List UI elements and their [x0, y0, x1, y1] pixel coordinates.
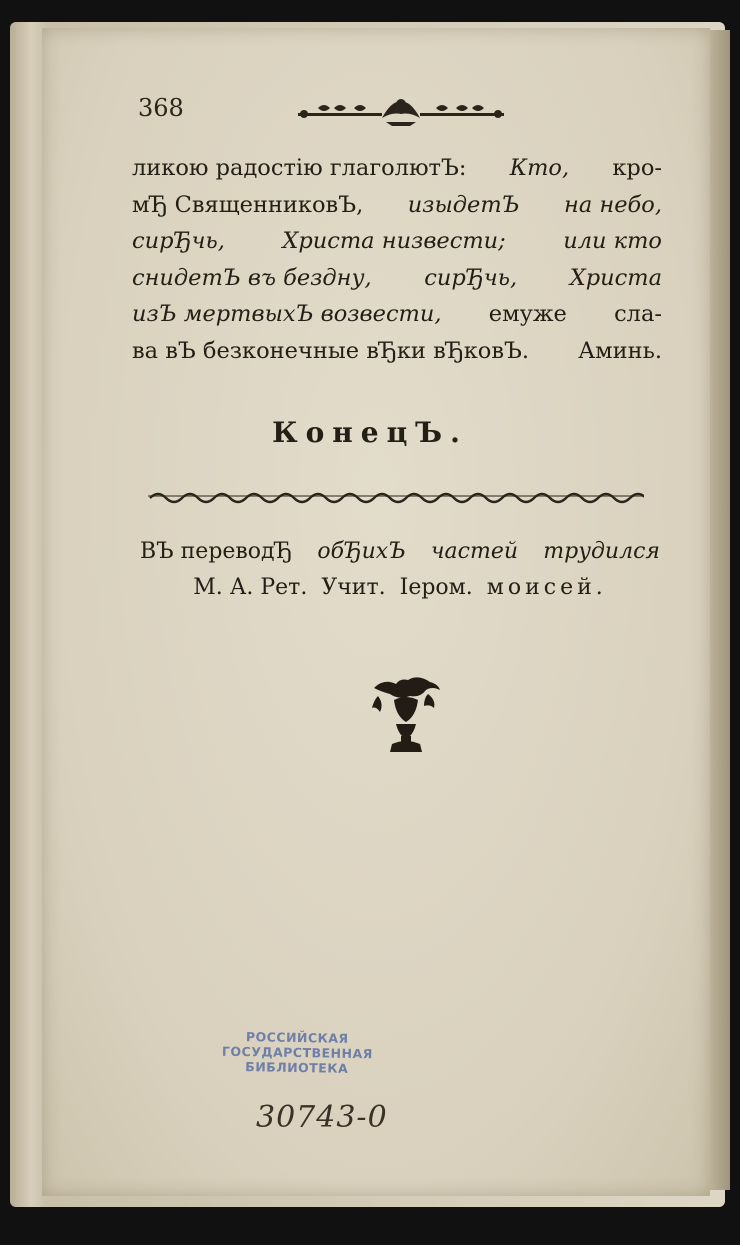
text-line: ва вЪ безконечные вЂки вЂковЪ. Аминь. [132, 337, 662, 364]
facing-page-edge [708, 30, 730, 1190]
text-line: мЂ СвященниковЪ, изыдетЪ на небо, [132, 191, 662, 218]
credit-line: ВЪ переводЂ обЂихЪ частей трудился [140, 539, 660, 564]
page-number: 368 [138, 94, 184, 122]
handwritten-catalog-number: 30743-0 [256, 1100, 388, 1135]
decorative-rule-icon [148, 486, 644, 508]
end-title: КонецЪ. [272, 416, 468, 449]
text-line: изЪ мертвыхЪ возвести, емуже сла- [132, 301, 662, 327]
text-line: сирЂчь, Христа низвести; или кто [132, 228, 662, 254]
flower-vase-vignette-icon [368, 676, 444, 760]
headpiece-ornament-icon [298, 96, 504, 126]
credit-line: М. А. Рет. Учит. Іером. моисей. [193, 575, 607, 600]
text-line: снидетЪ въ бездну, сирЂчь, Христа [132, 264, 662, 291]
translator-credit [140, 534, 660, 606]
library-stamp: РОССИЙСКАЯ ГОСУДАРСТВЕННАЯ БИБЛИОТЕКА [221, 1029, 373, 1076]
body-text-block [132, 150, 662, 369]
text-line: ликою радостію глаголютЪ: Кто, кро- [132, 155, 662, 181]
